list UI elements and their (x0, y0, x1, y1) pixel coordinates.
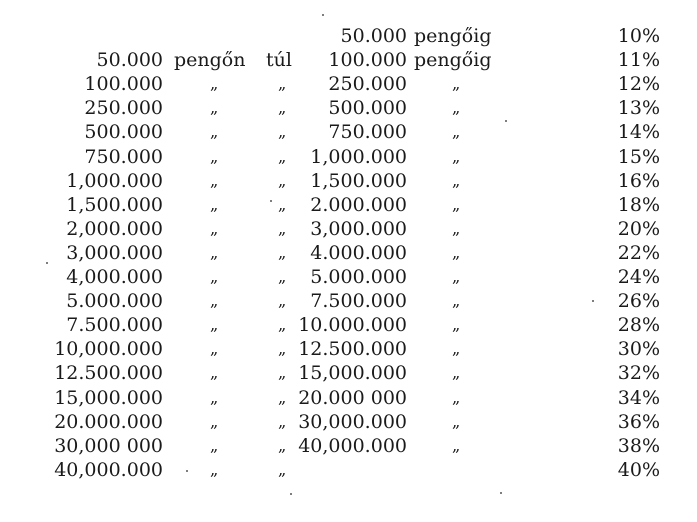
tax-rate: 34% (617, 386, 660, 409)
amount-from: 500.000 (84, 121, 163, 144)
ditto-mark: „ (210, 387, 218, 407)
amount-to: 7.500.000 (310, 290, 407, 313)
ditto-mark: „ (452, 315, 460, 335)
tax-rate: 11% (617, 49, 660, 72)
tax-rate: 24% (617, 266, 660, 288)
ditto-mark: „ (452, 291, 460, 311)
ditto-mark: „ (278, 459, 286, 479)
tax-rate: 36% (617, 410, 660, 433)
tax-rate: 16% (617, 169, 660, 192)
amount-to: 15,000.000 (298, 362, 407, 385)
tax-rate: 30% (617, 338, 660, 361)
ditto-mark: „ (278, 387, 286, 407)
tax-rate: 22% (617, 241, 660, 264)
scan-speck (500, 492, 502, 494)
amount-from: 40,000.000 (54, 458, 163, 481)
unit-from-label: pengőn (174, 49, 246, 72)
amount-from: 10,000.000 (54, 338, 163, 361)
table-row (0, 265, 697, 289)
amount-from: 4,000.000 (66, 266, 163, 288)
amount-from: 1,500.000 (66, 193, 163, 216)
amount-to: 12.500.000 (298, 338, 407, 361)
ditto-mark: „ (452, 242, 460, 262)
tax-rate: 12% (617, 73, 660, 96)
tax-rate: 32% (617, 362, 660, 385)
amount-to: 50.000 (340, 25, 407, 47)
tax-rate: 15% (617, 145, 660, 168)
table-row (0, 313, 697, 337)
table-row (0, 217, 697, 241)
amount-from: 7.500.000 (66, 314, 163, 337)
table-row (0, 193, 697, 217)
ditto-mark: „ (452, 267, 460, 286)
ditto-mark: „ (278, 435, 286, 455)
ditto-mark: „ (278, 242, 286, 262)
table-row (0, 145, 697, 169)
ditto-mark: „ (278, 170, 286, 190)
table-row (0, 120, 697, 144)
ditto-mark: „ (210, 218, 218, 238)
amount-to: 3,000.000 (310, 217, 407, 240)
ditto-mark: „ (210, 146, 218, 166)
scan-speck (46, 262, 48, 264)
ditto-mark: „ (452, 122, 460, 142)
ditto-mark: „ (452, 146, 460, 166)
amount-from: 12.500.000 (54, 362, 163, 385)
amount-from: 750.000 (84, 145, 163, 168)
ditto-mark: „ (278, 218, 286, 238)
tax-rate: 38% (617, 434, 660, 457)
table-row (0, 386, 697, 410)
amount-from: 3,000.000 (66, 241, 163, 264)
amount-from: 250.000 (84, 97, 163, 120)
ditto-mark: „ (210, 194, 218, 214)
ditto-mark: „ (210, 74, 218, 94)
table-row (0, 434, 697, 458)
amount-to: 4.000.000 (310, 241, 407, 264)
ditto-mark: „ (278, 339, 286, 359)
tax-rate: 40% (617, 458, 660, 481)
ditto-mark: „ (210, 315, 218, 335)
tax-rate: 13% (617, 97, 660, 120)
ditto-mark: „ (278, 363, 286, 383)
scan-speck (270, 200, 272, 202)
amount-to: 5.000.000 (310, 266, 407, 288)
ditto-mark: „ (210, 242, 218, 262)
amount-to: 750.000 (328, 121, 407, 144)
amount-from: 30,000 000 (54, 434, 163, 457)
ditto-mark: „ (452, 74, 460, 94)
ditto-mark: „ (452, 435, 460, 455)
amount-from: 50.000 (96, 49, 163, 72)
amount-to: 1,000.000 (310, 145, 407, 168)
unit-to-label: pengőig (414, 25, 492, 47)
ditto-mark: „ (210, 435, 218, 455)
amount-to: 2.000.000 (310, 193, 407, 216)
scan-speck (505, 120, 507, 122)
unit-to-label: pengőig (414, 49, 492, 72)
ditto-mark: „ (452, 387, 460, 407)
ditto-mark: „ (278, 267, 286, 286)
tax-rate: 28% (617, 314, 660, 337)
ditto-mark: „ (278, 315, 286, 335)
ditto-mark: „ (452, 411, 460, 431)
amount-to: 30,000.000 (298, 410, 407, 433)
ditto-mark: „ (278, 146, 286, 166)
amount-from: 15,000.000 (54, 386, 163, 409)
ditto-mark: „ (210, 339, 218, 359)
tax-rate: 26% (617, 290, 660, 313)
ditto-mark: „ (210, 291, 218, 311)
tax-rate: 14% (617, 121, 660, 144)
table-row (0, 169, 697, 193)
table-row (0, 96, 697, 120)
scan-speck (322, 14, 324, 16)
table-row (0, 24, 697, 48)
amount-from: 20.000.000 (54, 410, 163, 433)
amount-to: 250.000 (328, 73, 407, 96)
table-row (0, 241, 697, 265)
ditto-mark: „ (278, 74, 286, 94)
ditto-mark: „ (210, 170, 218, 190)
amount-to: 40,000.000 (298, 434, 407, 457)
ditto-mark: „ (452, 170, 460, 190)
tax-rate: 10% (617, 25, 660, 47)
ditto-mark: „ (452, 218, 460, 238)
tax-rate: 18% (617, 193, 660, 216)
amount-from: 2,000.000 (66, 217, 163, 240)
ditto-mark: „ (452, 363, 460, 383)
ditto-mark: „ (278, 411, 286, 431)
amount-to: 20.000 000 (298, 386, 407, 409)
ditto-mark: „ (278, 98, 286, 118)
amount-from: 1,000.000 (66, 169, 163, 192)
amount-from: 5.000.000 (66, 290, 163, 313)
ditto-mark: „ (210, 459, 218, 479)
ditto-mark: „ (278, 291, 286, 311)
ditto-mark: „ (452, 98, 460, 118)
ditto-mark: „ (452, 339, 460, 359)
table-row (0, 361, 697, 385)
amount-to: 100.000 (328, 49, 407, 72)
table-row (0, 72, 697, 96)
scan-speck (290, 493, 292, 495)
tul-label: túl (266, 49, 292, 72)
table-row (0, 337, 697, 361)
scan-speck (592, 300, 594, 302)
amount-to: 1,500.000 (310, 169, 407, 192)
ditto-mark: „ (210, 363, 218, 383)
table-row (0, 48, 697, 72)
ditto-mark: „ (452, 194, 460, 214)
ditto-mark: „ (210, 98, 218, 118)
table-row (0, 458, 697, 482)
ditto-mark: „ (210, 267, 218, 286)
ditto-mark: „ (278, 122, 286, 142)
tax-rate: 20% (617, 217, 660, 240)
scan-speck (186, 470, 188, 472)
amount-to: 500.000 (328, 97, 407, 120)
ditto-mark: „ (278, 194, 286, 214)
ditto-mark: „ (210, 122, 218, 142)
amount-to: 10.000.000 (298, 314, 407, 337)
amount-from: 100.000 (84, 73, 163, 96)
ditto-mark: „ (210, 411, 218, 431)
table-row (0, 410, 697, 434)
